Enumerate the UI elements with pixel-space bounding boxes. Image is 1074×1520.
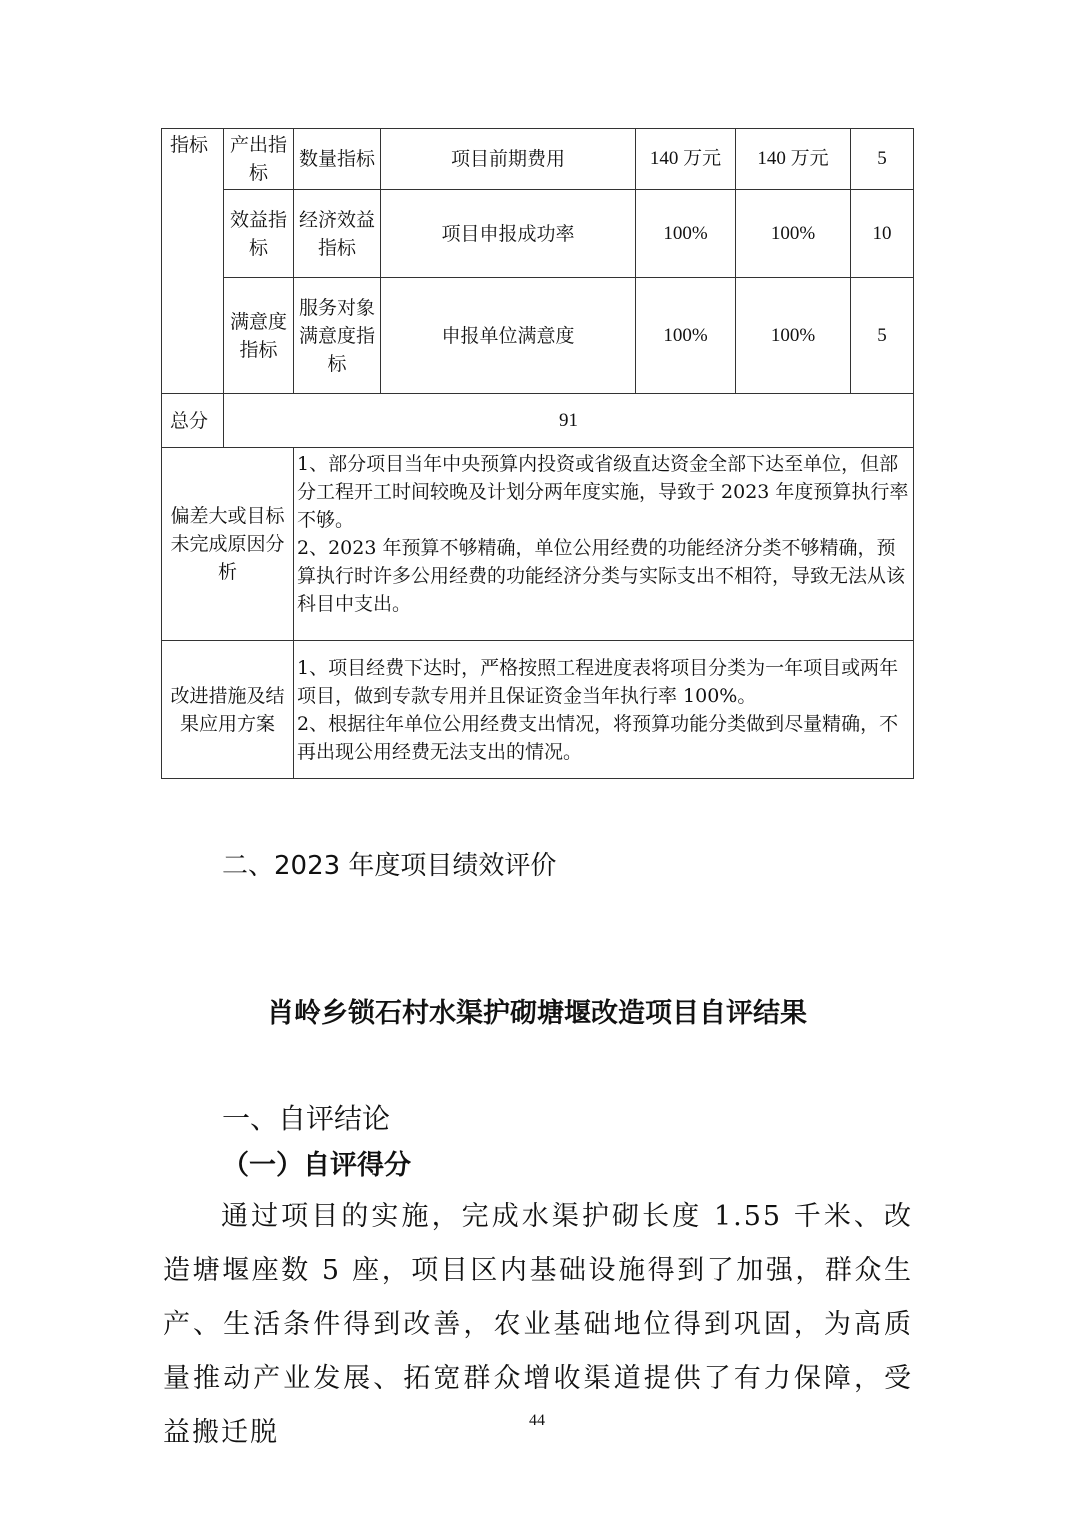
subcategory-cell: 经济效益指标 [294, 190, 381, 278]
body-paragraph: 通过项目的实施，完成水渠护砌长度 1.55 千米、改造塘堰座数 5 座，项目区内基础设施得到了加强，群众生产、生活条件得到改善，农业基础地位得到巩固，为高质量推动产业发展、拓宽群众增收渠道提供了有力保障，受益搬迁脱 [163, 1201, 913, 1448]
improvement-row [162, 641, 914, 779]
target-cell: 140 万元 [636, 129, 736, 190]
category-cell: 效益指标 [224, 190, 294, 278]
indicator-label: 指标 [162, 129, 224, 394]
item-cell: 项目申报成功率 [381, 190, 636, 278]
table-row [162, 190, 914, 278]
improvement-label: 改进措施及结果应用方案 [162, 641, 294, 779]
subcategory-cell: 服务对象满意度指标 [294, 278, 381, 394]
deviation-paragraph-2: 2、2023 年预算不够精确，单位公用经费的功能经济分类不够精确，预算执行时许多公用经费的功能经济分类与实际支出不相符，导致无法从该科目中支出。 [297, 537, 906, 615]
category-cell: 满意度指标 [224, 278, 294, 394]
improvement-paragraph-2: 2、根据往年单位公用经费支出情况，将预算功能分类做到尽量精确，不再出现公用经费无法支出的情况。 [297, 712, 899, 763]
table-row [162, 129, 914, 190]
actual-cell: 100% [736, 190, 851, 278]
actual-cell: 100% [736, 278, 851, 394]
project-title: 肖岭乡锁石村水渠护砌塘堰改造项目自评结果 [267, 998, 807, 1029]
table-row [162, 278, 914, 394]
performance-table [161, 128, 914, 779]
item-cell: 申报单位满意度 [381, 278, 636, 394]
score-cell: 5 [851, 129, 914, 190]
total-value: 91 [224, 394, 914, 448]
deviation-row [162, 448, 914, 641]
subcategory-cell: 数量指标 [294, 129, 381, 190]
deviation-label: 偏差大或目标未完成原因分析 [162, 448, 294, 641]
target-cell: 100% [636, 278, 736, 394]
improvement-paragraph-1: 1、项目经费下达时，严格按照工程进度表将项目分类为一年项目或两年项目，做到专款专用并且保证资金当年执行率 100%。 [297, 656, 899, 707]
category-cell: 产出指标 [224, 129, 294, 190]
total-row [162, 394, 914, 448]
heading-conclusion: 一、自评结论 [222, 1102, 391, 1135]
deviation-paragraph-1: 1、部分项目当年中央预算内投资或省级直达资金全部下达至单位，但部分工程开工时间较晚及计划分两年度实施，导致于 2023 年度预算执行率不够。 [297, 453, 909, 531]
deviation-text [294, 448, 914, 641]
page-number: 44 [529, 1412, 545, 1429]
heading-score: （一）自评得分 [222, 1150, 411, 1181]
total-label: 总分 [162, 394, 224, 448]
improvement-text [294, 641, 914, 779]
actual-cell: 140 万元 [736, 129, 851, 190]
target-cell: 100% [636, 190, 736, 278]
item-cell: 项目前期费用 [381, 129, 636, 190]
section-heading: 二、2023 年度项目绩效评价 [222, 851, 557, 881]
score-cell: 5 [851, 278, 914, 394]
score-cell: 10 [851, 190, 914, 278]
